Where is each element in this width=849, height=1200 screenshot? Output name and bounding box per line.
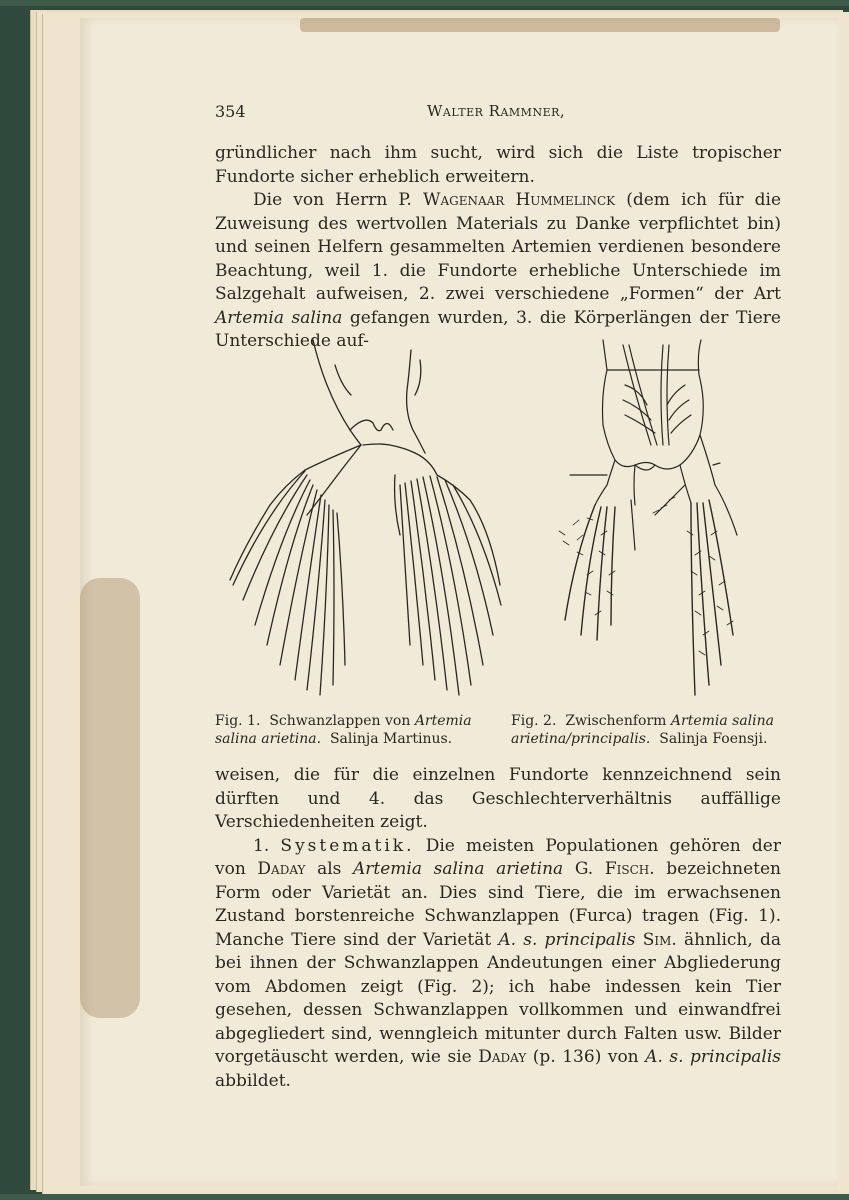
paper-stain bbox=[80, 578, 140, 1018]
fig1-caption: Fig. 1. Schwanzlappen von Artemia salina arietina. Salinja Martinus. bbox=[215, 713, 472, 747]
fig2-caption: Fig. 2. Zwischenform Artemia salina arietina/principalis. Salinja Foensji. bbox=[511, 713, 775, 747]
page-header bbox=[215, 100, 781, 126]
paragraph: 1. Systematik. Die meisten Populationen gehören der von Daday als Artemia salina arietina G. Fisch. bezeichneten Form oder Varietät an. Dies sind Tiere, die im erwachsenen Zustand borstenreiche Schwanzlappen (Furca) tragen (Fig. 1). Manche Tiere sind der Varietät A. s. principalis Sim. ähnlich, da bei ihnen der Schwanzlappen Andeutungen einer Abgliederung vom Abdomen zeigt (Fig. 2); ich habe indessen kein Tier gesehen, dessen Schwanzlappen vollkommen und einwandfrei abgegliedert sind, wenngleich mitunter durch Falten usw. Bilder vorgetäuscht werden, wie sie Daday (p. 136) von A. s. principalis abbildet. bbox=[215, 835, 782, 1091]
paragraph: gründlicher nach ihm sucht, wird sich die Liste tropischer Fundorte sicher erheblich erweitern. bbox=[215, 143, 781, 187]
author-name: Wagenaar Hummelinck bbox=[422, 190, 616, 210]
paragraph: Die von Herrn P. Wagenaar Hummelinck (dem ich für die Zuweisung des wertvollen Materials zu Danke verpflichtet bin) und seinen Helfern gesammelten Artemien verdienen besondere Beachtung, weil 1. die Fundorte erhebliche Unterschiede im Salzgehalt aufweisen, 2. zwei verschiedene „Formen“ der Art Artemia salina gefangen wurden, 3. die Körperlängen der Tiere Unterschiede auf- bbox=[215, 190, 782, 351]
species-name: Artemia salina bbox=[215, 307, 343, 328]
figure-drawings bbox=[215, 335, 781, 715]
paragraph: weisen, die für die einzelnen Fundorte kennzeichnend sein dürften und 4. das Geschlechterverhältnis auffällige Verschiedenheiten zeigt. bbox=[215, 765, 781, 832]
species-name: Artemia salina arietina/principalis. bbox=[511, 713, 775, 747]
species-name: Artemia salina arietina. bbox=[215, 713, 472, 747]
fig1-drawing bbox=[230, 340, 501, 695]
section-heading: Systematik. bbox=[280, 835, 415, 856]
page-text-upper bbox=[215, 100, 781, 354]
paper-stain bbox=[300, 18, 780, 32]
page-number: 354 bbox=[215, 102, 246, 121]
fig2-drawing bbox=[559, 340, 737, 695]
figure-captions bbox=[215, 712, 781, 756]
page-text-lower bbox=[215, 764, 781, 1093]
running-head: Walter Rammner, bbox=[427, 102, 566, 120]
figure-area bbox=[215, 335, 781, 715]
